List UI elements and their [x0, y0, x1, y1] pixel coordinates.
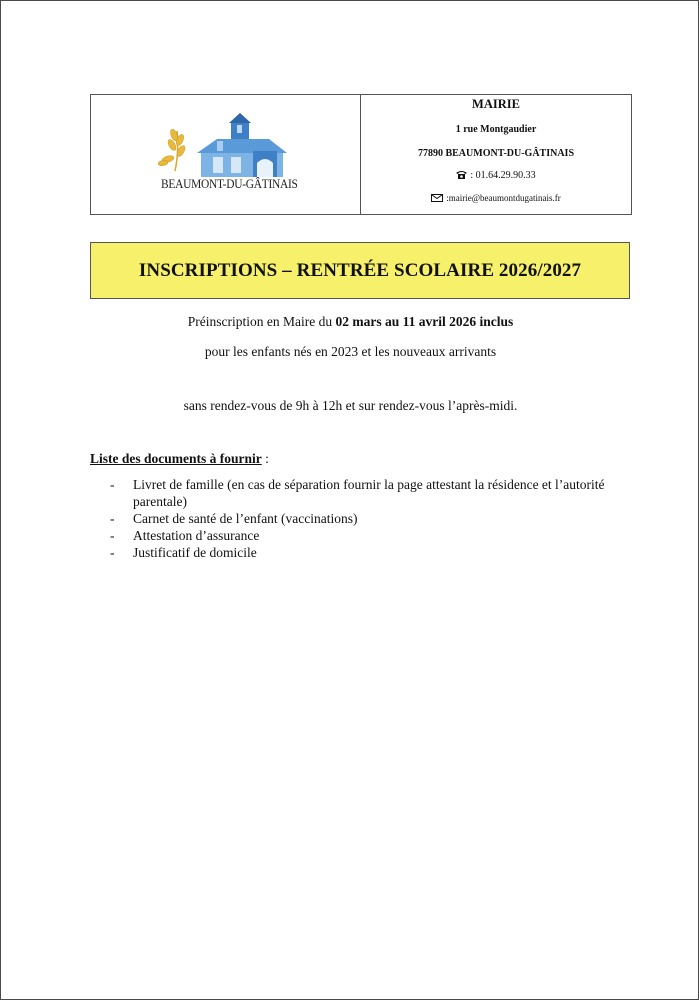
documents-heading-colon: :	[261, 451, 269, 466]
documents-list	[90, 476, 635, 561]
list-item-text: Attestation d’assurance	[133, 528, 260, 543]
hours-line: sans rendez-vous de 9h à 12h et sur rendez-vous l’après-midi.	[183, 398, 518, 413]
preinscription-line	[1, 314, 699, 330]
banner-title: INSCRIPTIONS – RENTRÉE SCOLAIRE 2026/2027	[138, 259, 582, 281]
title-banner	[90, 242, 630, 299]
documents-heading-text: Liste des documents à fournir	[90, 451, 262, 466]
list-item-text: Livret de famille (en cas de séparation fournir la page attestant la résidence et l’autorité parentale)	[133, 477, 605, 509]
logo-text: BEAUMONT-DU-GÂTINAIS	[161, 176, 298, 191]
phone-number: : 01.64.29.90.33	[470, 170, 536, 181]
logo-cell	[91, 95, 361, 214]
address-cell	[361, 95, 631, 214]
list-item: - Carnet de santé de l’enfant (vaccinations)	[110, 511, 358, 526]
header-table	[90, 94, 632, 215]
eligibility-line: pour les enfants nés en 2023 et les nouveaux arrivants	[204, 344, 497, 359]
mail-icon	[431, 194, 443, 204]
phone-icon	[456, 170, 467, 182]
documents-heading	[90, 451, 269, 467]
phone-line	[361, 170, 631, 182]
address-line-2: 77890 BEAUMONT-DU-GÂTINAIS	[417, 148, 575, 159]
preinscription-prefix: Préinscription en Maire du	[187, 314, 336, 329]
list-item-text: Justificatif de domicile	[133, 545, 257, 560]
email-address: :mairie@beaumontdugatinais.fr	[446, 193, 561, 203]
list-item: - Justificatif de domicile	[110, 545, 257, 560]
mairie-title: MAIRIE	[472, 97, 520, 111]
list-item-text: Carnet de santé de l’enfant (vaccinations)	[133, 511, 358, 526]
list-item: - Attestation d’assurance	[110, 528, 260, 543]
address-line-1: 1 rue Montgaudier	[455, 124, 537, 135]
church-logo-icon	[157, 113, 307, 183]
list-item: - Livret de famille (en cas de séparation fournir la page attestant la résidence et l’autorité parentale)	[110, 477, 605, 509]
email-line	[361, 193, 631, 204]
preinscription-dates: 02 mars au 11 avril 2026 inclus	[335, 314, 514, 329]
